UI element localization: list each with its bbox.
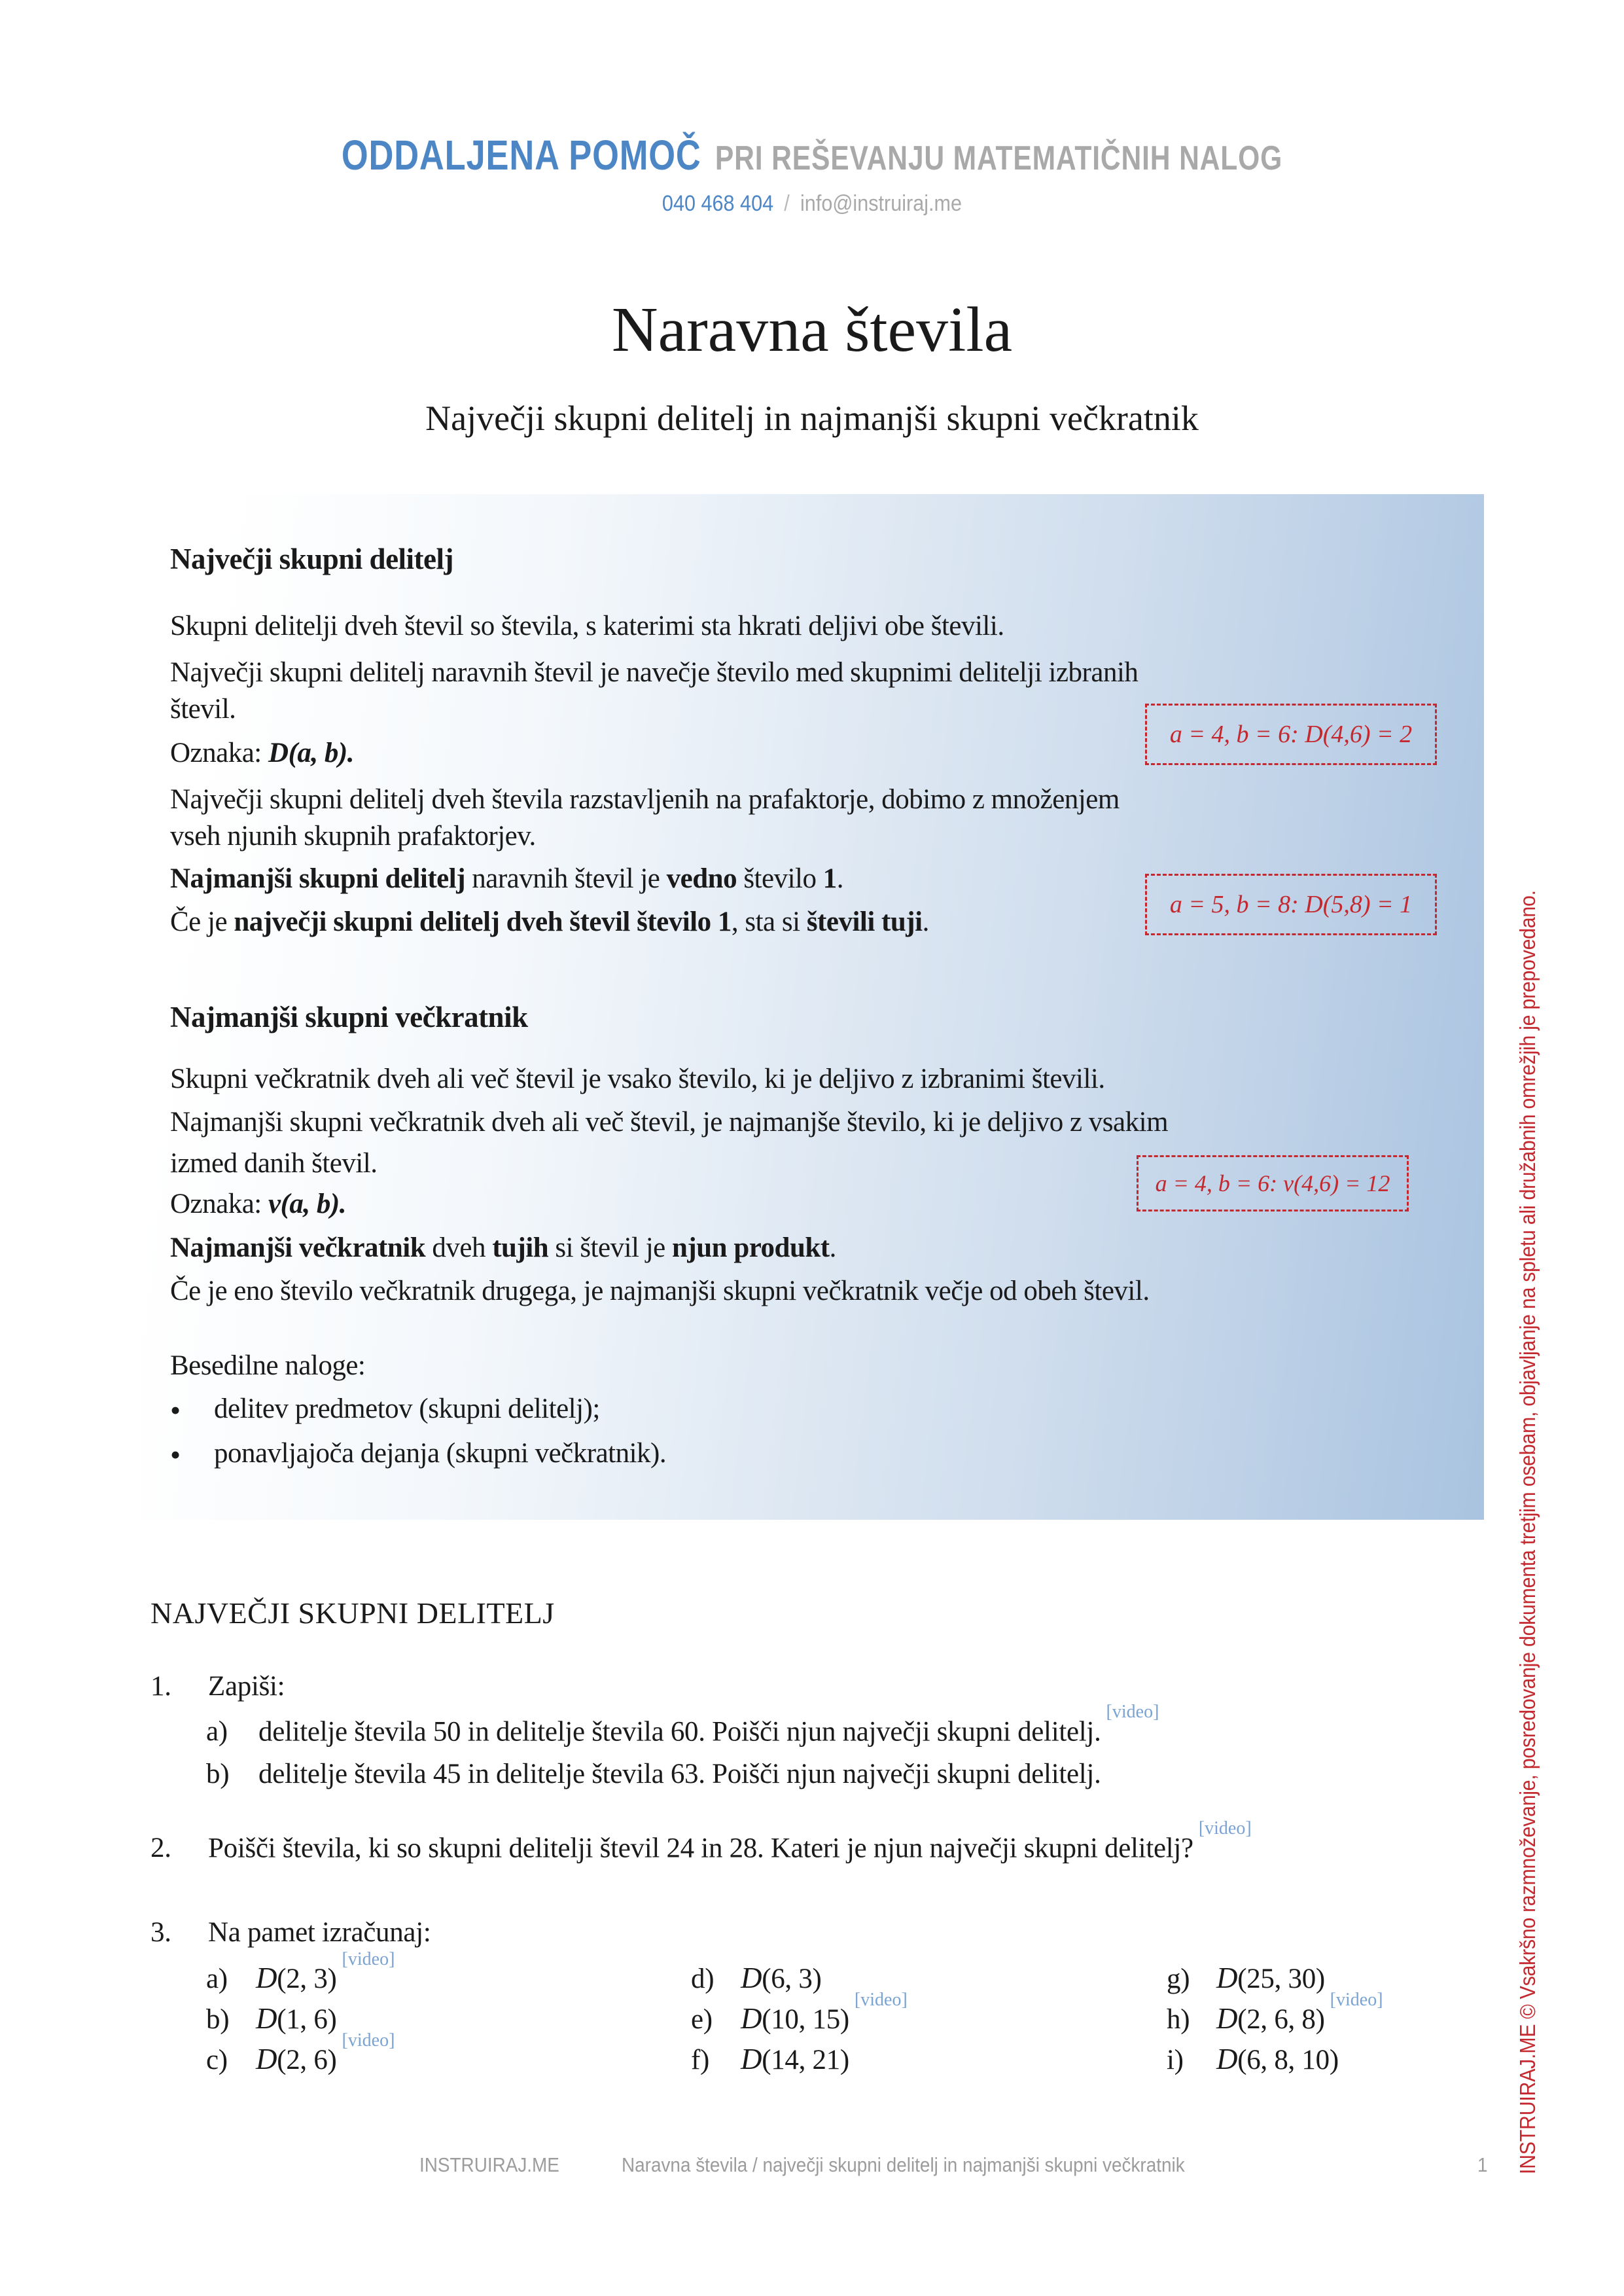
section1-notation-line (170, 736, 354, 770)
exercise-section-title: NAJVEČJI SKUPNI DELITELJ (150, 1596, 555, 1630)
brand-name: ODDALJENA POMOČ (341, 132, 701, 179)
exercise-2-text: Poišči števila, ki so skupni delitelji števil 24 in 28. Kateri je njun največji skupni delitelj? (208, 1833, 1193, 1864)
exercise-3f: f) D(14, 21) (691, 2043, 849, 2075)
exercise-1a-text: delitelje števila 50 in delitelje števila 60. Poišči njun največji skupni delitelj. (258, 1716, 1101, 1748)
section2-paragraph2-line1: Najmanjši skupni večkratnik dveh ali več števil, je najmanjše število, ki je deljivo z vsakim (170, 1107, 1169, 1138)
page-title: Naravna števila (611, 295, 1013, 365)
section1-paragraph3-line2: vseh njunih skupnih prafaktorjev. (170, 821, 536, 852)
video-link[interactable]: [video] (1106, 1702, 1159, 1722)
section1-paragraph3-line1: Največji skupni delitelj dveh števila razstavljenih na prafaktorje, dobimo z množenjem (170, 784, 1120, 815)
section2-paragraph1: Skupni večkratnik dveh ali več števil je vsako število, ki je deljivo z izbranimi števili. (170, 1064, 1105, 1094)
section2-multiple-line: Če je eno število večkratnik drugega, je najmanjši skupni večkratnik večje od obeh števil. (170, 1276, 1150, 1306)
exercise-3g: g) D(25, 30) (1167, 1962, 1325, 1994)
page-subtitle: Največji skupni delitelj in najmanjši skupni večkratnik (425, 399, 1199, 438)
notation-label: Oznaka: (170, 738, 269, 768)
contact-separator: / (784, 191, 790, 216)
exercise-2-number: 2. (150, 1833, 171, 1864)
section2-notation-line (170, 1187, 346, 1221)
exercise-1-text: Zapiši: (208, 1671, 285, 1702)
exercise-3h: h) D(2, 6, 8)[video] (1167, 1989, 1383, 2035)
section1-coprime-line: Če je največji skupni delitelj dveh števil število 1, sta si števili tuji. (170, 906, 929, 937)
video-link[interactable]: [video] (342, 1948, 395, 1969)
video-link[interactable]: [video] (854, 1989, 908, 2010)
footer-site-name: INSTRUIRAJ.ME (419, 2153, 559, 2176)
exercise-3a: a) D(2, 3)[video] (206, 1948, 395, 1994)
exercise-3-number: 3. (150, 1917, 171, 1948)
notation-label: Oznaka: (170, 1189, 269, 1219)
exercise-3c: c) D(2, 6)[video] (206, 2030, 395, 2075)
footer-document-title: Naravna števila / največji skupni delitelj in najmanjši skupni večkratnik (622, 2153, 1185, 2176)
section2-rule-line: Najmanjši večkratnik dveh tujih si števil je njun produkt. (170, 1232, 836, 1263)
exercise-3d: d) D(6, 3) (691, 1962, 822, 1994)
notation-math-v: v(a, b). (268, 1189, 346, 1219)
section2-heading: Najmanjši skupni večkratnik (170, 1001, 528, 1033)
brand-tagline: PRI REŠEVANJU MATEMATIČNIH NALOG (715, 139, 1283, 177)
site-header (146, 131, 1477, 179)
exercise-1 (150, 1670, 285, 1702)
example-box-gcd: a = 4, b = 6: D(4,6) = 2 (1145, 704, 1437, 765)
contact-line (81, 191, 1543, 217)
email-address: info@instruiraj.me (800, 191, 962, 216)
notation-math-d: D(a, b). (268, 738, 354, 768)
section1-paragraph1: Skupni delitelji dveh števil so števila, s katerimi sta hkrati deljivi obe števili. (170, 611, 1004, 641)
copyright-vertical-note: INSTRUIRAJ.ME © Vsakršno razmnoževanje, posredovanje dokumenta tretjim osebam, objavljanje na spletu ali družabnih omrežjih je prepovedano. (1515, 890, 1540, 2174)
section1-rule-line: Najmanjši skupni delitelj naravnih števil je vedno število 1. (170, 863, 843, 894)
example-box-lcm: a = 4, b = 6: v(4,6) = 12 (1137, 1155, 1409, 1211)
exercise-3b: b) D(1, 6) (206, 2002, 337, 2035)
example-box-coprime: a = 5, b = 8: D(5,8) = 1 (1145, 874, 1437, 935)
exercise-1-number: 1. (150, 1671, 171, 1702)
section2-paragraph2-line2: izmed danih števil. (170, 1148, 378, 1179)
exercise-3 (150, 1916, 431, 1948)
word-problems-label: Besedilne naloge: (170, 1350, 366, 1381)
exercise-1b (206, 1758, 1101, 1790)
word-problems-bullet-2: • ponavljajoča dejanja (skupni večkratnik). (170, 1437, 666, 1471)
word-problems-bullet-1: • delitev predmetov (skupni delitelj); (170, 1392, 600, 1426)
video-link[interactable]: [video] (1198, 1818, 1252, 1839)
footer-page-number: 1 (1477, 2153, 1488, 2176)
exercise-3-text: Na pamet izračunaj: (208, 1917, 431, 1948)
section1-paragraph2-line2: števil. (170, 694, 236, 725)
phone-number: 040 468 404 (662, 191, 774, 216)
exercise-1a-label: a) (206, 1716, 228, 1748)
theory-box (141, 494, 1484, 1520)
exercise-2 (150, 1818, 1252, 1864)
exercise-1b-label: b) (206, 1759, 230, 1789)
exercise-1b-text: delitelje števila 45 in delitelje števila 63. Poišči njun največji skupni delitelj. (258, 1759, 1101, 1789)
video-link[interactable]: [video] (342, 2030, 395, 2051)
section1-paragraph2-line1: Največji skupni delitelj naravnih števil je navečje število med skupnimi delitelji izbranih (170, 657, 1139, 688)
exercise-1a (206, 1702, 1159, 1748)
video-link[interactable]: [video] (1330, 1989, 1383, 2010)
exercise-3e: e) D(10, 15)[video] (691, 1989, 908, 2035)
exercise-3i: i) D(6, 8, 10) (1167, 2043, 1339, 2075)
section1-heading: Največji skupni delitelj (170, 543, 453, 575)
